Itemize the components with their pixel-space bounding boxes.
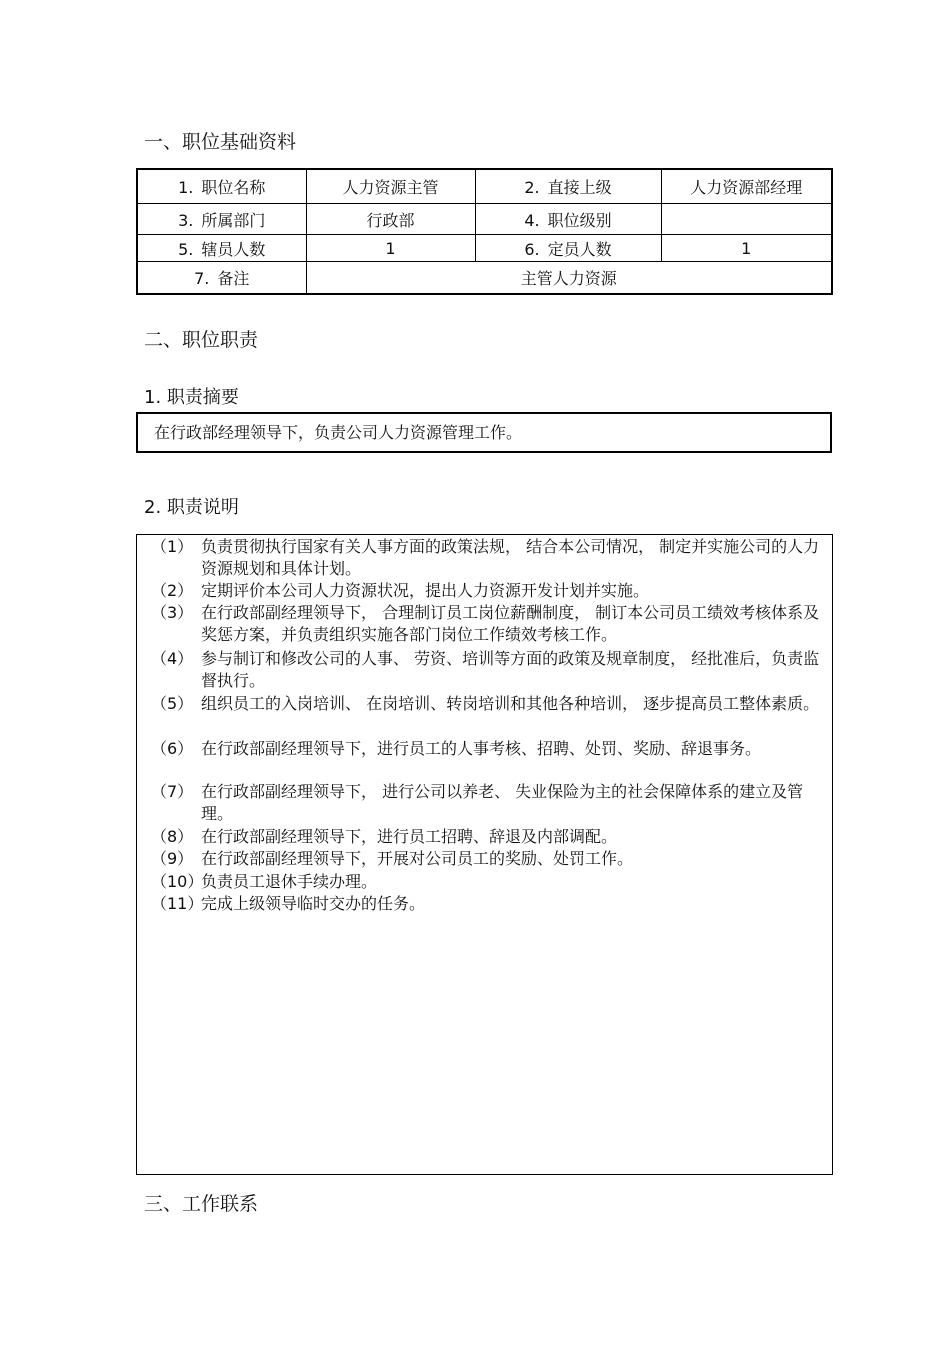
table-row <box>137 235 832 262</box>
section1-title: 一、职位基础资料 <box>144 131 297 153</box>
summary-text: 在行政部经理领导下，负责公司人力资源管理工作。 <box>154 423 523 442</box>
section2-title: 二、职位职责 <box>144 329 259 351</box>
list-item: （11） 完成上级领导临时交办的任务。 <box>151 894 426 913</box>
job-level-value <box>661 204 832 235</box>
job-level-label: 4. 职位级别 <box>475 204 661 235</box>
list-item: （5） 组织员工的入岗培训、 在岗培训、转岗培训和其他各种培训， 逐步提高员工整体素质。 <box>151 694 820 713</box>
direct-supervisor-value: 人力资源部经理 <box>661 169 832 204</box>
list-item: （9） 在行政部副经理领导下，开展对公司员工的奖励、处罚工作。 <box>151 849 634 868</box>
table-row <box>137 262 832 295</box>
list-item: （1） 负责贯彻执行国家有关人事方面的政策法规， 结合本公司情况， 制定并实施公司的人力资源规划和具体计划。 <box>151 537 820 578</box>
summary-title: 1. 职责摘要 <box>144 387 239 408</box>
remark-label: 7. 备注 <box>137 262 306 295</box>
job-title-label: 1. 职位名称 <box>137 169 306 204</box>
details-title: 2. 职责说明 <box>144 497 239 518</box>
list-item: （7） 在行政部副经理领导下， 进行公司以养老、 失业保险为主的社会保障体系的建立及管理。 <box>151 782 804 823</box>
subordinate-count-label: 5. 辖员人数 <box>137 235 306 262</box>
list-item: （4） 参与制订和修改公司的人事、 劳资、培训等方面的政策及规章制度， 经批准后，负责监督执行。 <box>151 649 820 690</box>
position-info-table <box>136 168 833 295</box>
headcount-value: 1 <box>661 235 832 262</box>
list-item: （6） 在行政部副经理领导下，进行员工的人事考核、招聘、处罚、奖励、辞退事务。 <box>151 739 762 758</box>
table-row <box>137 169 832 204</box>
department-label: 3. 所属部门 <box>137 204 306 235</box>
section3-title: 三、工作联系 <box>144 1193 259 1215</box>
duties-box <box>136 534 833 1175</box>
list-item: （8） 在行政部副经理领导下，进行员工招聘、辞退及内部调配。 <box>151 827 618 846</box>
job-title-value: 人力资源主管 <box>306 169 475 204</box>
list-item: （2） 定期评价本公司人力资源状况，提出人力资源开发计划并实施。 <box>151 581 650 600</box>
subordinate-count-value: 1 <box>306 235 475 262</box>
list-item: （3） 在行政部副经理领导下， 合理制订员工岗位薪酬制度， 制订本公司员工绩效考核体系及奖惩方案，并负责组织实施各部门岗位工作绩效考核工作。 <box>151 603 820 644</box>
remark-value: 主管人力资源 <box>306 262 832 295</box>
summary-box <box>136 412 832 453</box>
list-item: （10） 负责员工退休手续办理。 <box>151 872 378 891</box>
table-row <box>137 204 832 235</box>
headcount-label: 6. 定员人数 <box>475 235 661 262</box>
direct-supervisor-label: 2. 直接上级 <box>475 169 661 204</box>
department-value: 行政部 <box>306 204 475 235</box>
